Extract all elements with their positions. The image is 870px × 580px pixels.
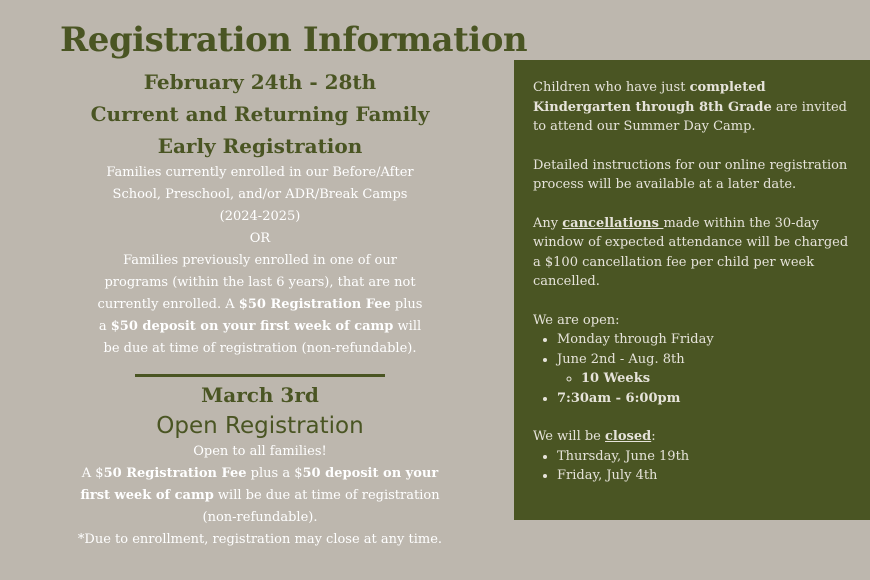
text: plus bbox=[390, 297, 423, 312]
text: will bbox=[393, 319, 422, 334]
text: June 2nd - Aug. 8th bbox=[557, 351, 685, 367]
open-heading: We are open: bbox=[533, 312, 620, 328]
spacer bbox=[533, 408, 856, 427]
early-dates: February 24th - 28th bbox=[143, 70, 377, 94]
early-heading-line2: Early Registration bbox=[157, 134, 363, 158]
left-column bbox=[60, 18, 528, 551]
list-item: • Friday, July 4th bbox=[557, 466, 856, 486]
weeks-count: 10 Weeks bbox=[581, 371, 651, 386]
open-hours: 7:30am - 6:00pm bbox=[557, 390, 681, 406]
registration-fee: $50 Registration Fee bbox=[238, 297, 391, 312]
deposit-text: first week of camp bbox=[80, 488, 214, 503]
intro-paragraph bbox=[533, 78, 856, 137]
early-line bbox=[60, 294, 460, 316]
text: a bbox=[98, 319, 111, 334]
open-description bbox=[60, 441, 460, 551]
open-line: Open to all families! bbox=[193, 444, 327, 459]
instructions-paragraph: Detailed instructions for our online registration process will be available at a later date. bbox=[533, 157, 848, 192]
spacer bbox=[533, 137, 856, 156]
list-item bbox=[581, 369, 856, 389]
early-or: OR bbox=[249, 231, 271, 246]
closed-heading bbox=[533, 427, 856, 447]
enrollment-note: *Due to enrollment, registration may close at any time. bbox=[77, 532, 443, 547]
early-heading-line1: Current and Returning Family bbox=[90, 102, 430, 126]
early-line: programs (within the last 6 years), that are not bbox=[104, 275, 416, 290]
early-line: School, Preschool, and/or ADR/Break Camps bbox=[112, 187, 408, 202]
cancellations-word bbox=[562, 216, 663, 231]
list-item: • Monday through Friday bbox=[557, 330, 856, 350]
text: Children who have just bbox=[533, 80, 690, 95]
deposit-text: 50 deposit on your bbox=[302, 466, 439, 481]
early-line: Families previously enrolled in one of our bbox=[123, 253, 397, 268]
spacer bbox=[533, 292, 856, 311]
early-description bbox=[60, 162, 460, 360]
open-sublist bbox=[557, 369, 856, 389]
section-divider bbox=[135, 374, 385, 377]
grade-range: completed Kindergarten through 8th Grade bbox=[533, 80, 772, 115]
cancellation-paragraph bbox=[533, 214, 856, 292]
deposit-text: $50 deposit on your first week of camp bbox=[110, 319, 394, 334]
closed-underline: closed bbox=[605, 429, 652, 444]
info-panel bbox=[514, 60, 870, 520]
open-date: March 3rd bbox=[201, 383, 319, 407]
early-line: (2024-2025) bbox=[219, 209, 301, 224]
registration-fee: 50 Registration Fee bbox=[103, 466, 247, 481]
open-line bbox=[60, 485, 460, 507]
open-registration-title: Open Registration bbox=[156, 413, 364, 439]
early-line: be due at time of registration (non-refundable). bbox=[103, 341, 417, 356]
closed-list bbox=[533, 447, 856, 486]
text: : bbox=[651, 429, 656, 444]
text: We will be bbox=[533, 429, 606, 444]
early-line: Families currently enrolled in our Before/After bbox=[106, 165, 414, 180]
text: made within the 30-day window of expected attendance will be charged a $100 cancellation fee per child per week cancelled. bbox=[533, 215, 849, 289]
text: A $ bbox=[81, 466, 104, 481]
open-list bbox=[533, 330, 856, 408]
open-line bbox=[60, 463, 460, 485]
text: Any bbox=[533, 215, 563, 231]
text: will be due at time of registration bbox=[213, 488, 440, 503]
cancellations-underline: cancellations bbox=[562, 215, 664, 231]
open-line: (non-refundable). bbox=[202, 510, 318, 525]
early-line bbox=[60, 316, 460, 338]
list-item bbox=[557, 389, 856, 409]
page-title: Registration Information bbox=[60, 20, 528, 60]
text: plus a $ bbox=[246, 466, 303, 481]
text: currently enrolled. A bbox=[97, 297, 239, 312]
spacer bbox=[533, 195, 856, 214]
closed-word bbox=[605, 429, 651, 444]
list-item bbox=[557, 350, 856, 389]
text: are invited to attend our Summer Day Camp. bbox=[533, 99, 847, 134]
list-item: • Thursday, June 19th bbox=[557, 447, 856, 467]
